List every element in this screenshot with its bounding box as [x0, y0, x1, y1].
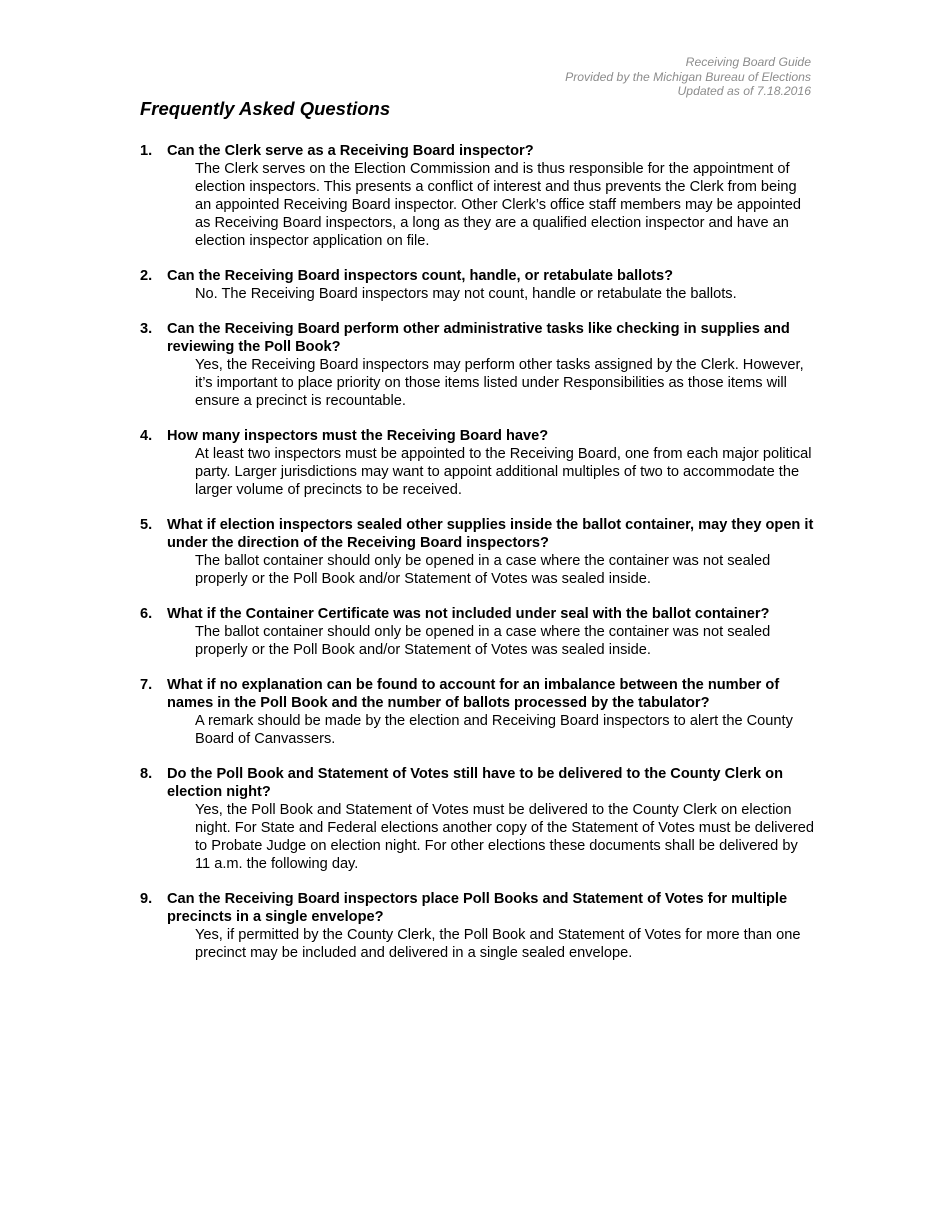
header-provider: Provided by the Michigan Bureau of Elections	[565, 69, 811, 84]
faq-item	[140, 320, 815, 410]
faq-list	[140, 142, 815, 979]
faq-number: 2.	[140, 268, 153, 284]
faq-answer: No. The Receiving Board inspectors may not count, handle or retabulate the ballots.	[195, 286, 737, 302]
faq-question	[140, 427, 815, 445]
faq-question	[140, 890, 815, 926]
faq-number: 9.	[140, 891, 153, 907]
faq-question	[140, 142, 815, 160]
faq-question	[140, 516, 815, 552]
faq-answer: The Clerk serves on the Election Commission and is thus responsible for the appointment of election inspectors. This presents a conflict of interest and thus prevents the Clerk from being an appointed Receiving Board inspector. Other Clerk’s office staff members may be appointed as Receiving Board inspectors, a long as they are a qualified election inspector and have an election inspector application on file.	[195, 161, 801, 249]
faq-answer: At least two inspectors must be appointed to the Receiving Board, one from each major political party. Larger jurisdictions may want to appoint additional multiples of two to accommodate the larger volume of precincts to be received.	[195, 446, 812, 498]
faq-question	[140, 676, 815, 712]
faq-question-text: Do the Poll Book and Statement of Votes still have to be delivered to the County Clerk on election night?	[167, 766, 783, 800]
faq-item	[140, 267, 815, 303]
faq-number: 4.	[140, 428, 153, 444]
faq-answer: A remark should be made by the election and Receiving Board inspectors to alert the County Board of Canvassers.	[195, 713, 793, 747]
faq-answer: Yes, if permitted by the County Clerk, the Poll Book and Statement of Votes for more than one precinct may be included and delivered in a single sealed envelope.	[195, 927, 801, 961]
header-guide-title: Receiving Board Guide	[685, 55, 811, 69]
faq-question	[140, 320, 815, 356]
faq-item	[140, 676, 815, 748]
faq-item	[140, 516, 815, 588]
faq-question-text: Can the Receiving Board inspectors place Poll Books and Statement of Votes for multiple precincts in a single envelope?	[167, 891, 788, 925]
faq-question-text: What if the Container Certificate was not included under seal with the ballot container?	[167, 606, 770, 622]
faq-number: 7.	[140, 677, 153, 693]
faq-question	[140, 605, 815, 623]
faq-question-text: Can the Receiving Board perform other administrative tasks like checking in supplies and reviewing the Poll Book?	[167, 321, 790, 355]
faq-item	[140, 605, 815, 659]
faq-item	[140, 890, 815, 962]
header-updated-date: Updated as of 7.18.2016	[677, 84, 811, 98]
faq-answer: The ballot container should only be opened in a case where the container was not sealed properly or the Poll Book and/or Statement of Votes was sealed inside.	[195, 624, 771, 658]
faq-item	[140, 142, 815, 250]
page-title: Frequently Asked Questions	[140, 98, 391, 119]
faq-number: 8.	[140, 766, 153, 782]
faq-question-text: How many inspectors must the Receiving Board have?	[167, 428, 549, 444]
faq-item	[140, 765, 815, 873]
faq-question	[140, 267, 815, 285]
faq-question-text: Can the Clerk serve as a Receiving Board inspector?	[167, 143, 534, 159]
faq-item	[140, 427, 815, 499]
faq-question-text: What if election inspectors sealed other supplies inside the ballot container, may they open it under the direction of the Receiving Board inspectors?	[167, 517, 814, 551]
faq-question	[140, 765, 815, 801]
faq-question-text: What if no explanation can be found to account for an imbalance between the number of names in the Poll Book and the number of ballots processed by the tabulator?	[167, 677, 780, 711]
faq-number: 6.	[140, 606, 153, 622]
document-header	[565, 55, 811, 99]
faq-answer: Yes, the Poll Book and Statement of Votes must be delivered to the County Clerk on election night. For State and Federal elections another copy of the Statement of Votes must be delivered to Probate Judge on election night. For other elections these documents shall be delivered by 11 a.m. the following day.	[195, 802, 814, 872]
faq-number: 1.	[140, 143, 153, 159]
faq-answer: Yes, the Receiving Board inspectors may perform other tasks assigned by the Clerk. However, it’s important to place priority on those items listed under Responsibilities as those items will ensure a precinct is recountable.	[195, 357, 804, 409]
faq-question-text: Can the Receiving Board inspectors count, handle, or retabulate ballots?	[167, 268, 674, 284]
faq-number: 3.	[140, 321, 153, 337]
faq-number: 5.	[140, 517, 153, 533]
faq-answer: The ballot container should only be opened in a case where the container was not sealed properly or the Poll Book and/or Statement of Votes was sealed inside.	[195, 553, 771, 587]
